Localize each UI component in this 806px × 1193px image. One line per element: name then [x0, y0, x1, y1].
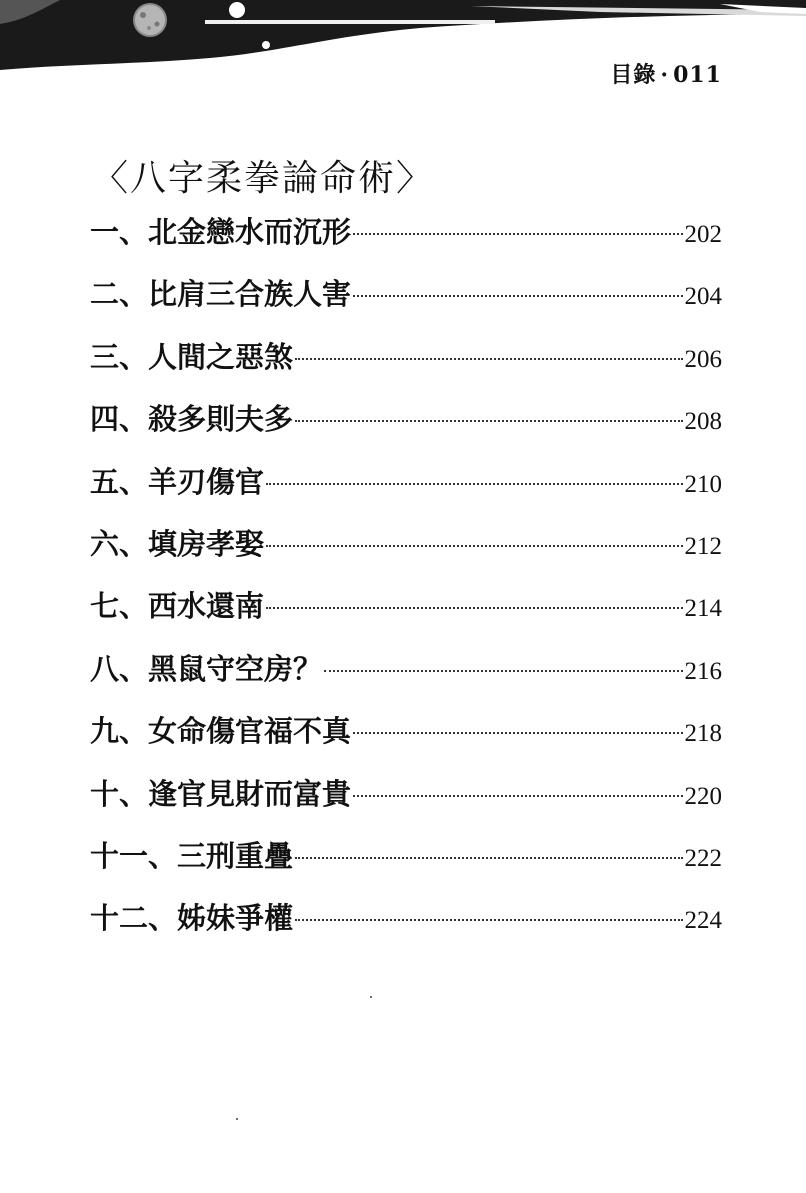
- toc-entry[interactable]: [90, 460, 722, 522]
- toc-entry[interactable]: [90, 335, 722, 397]
- toc-entry[interactable]: [90, 896, 722, 958]
- table-of-contents: [90, 210, 722, 959]
- toc-entry-title: 六、填房孝娶: [90, 526, 265, 561]
- toc-entry-title: 七、西水還南: [90, 589, 265, 624]
- toc-entry[interactable]: [90, 834, 722, 896]
- toc-entry-title: 二、比肩三合族人害: [90, 277, 352, 312]
- dot-leader: [295, 857, 682, 859]
- toc-entry-page: 224: [684, 907, 722, 935]
- dot-leader: [295, 420, 682, 422]
- toc-entry-title: 四、殺多則夫多: [90, 402, 294, 437]
- dot-leader: [266, 607, 682, 609]
- scan-speck: [236, 1118, 238, 1120]
- toc-entry-page: 204: [684, 283, 722, 311]
- toc-entry-page: 206: [684, 345, 722, 373]
- scan-speck: [370, 996, 372, 998]
- toc-entry[interactable]: [90, 584, 722, 646]
- toc-entry-title: 十二、姊妹爭權: [90, 901, 294, 936]
- toc-entry[interactable]: [90, 210, 722, 272]
- dot-leader: [266, 483, 682, 485]
- toc-entry-page: 210: [684, 470, 722, 498]
- dot-leader: [353, 795, 682, 797]
- toc-entry[interactable]: [90, 522, 722, 584]
- toc-entry[interactable]: [90, 272, 722, 334]
- toc-entry-page: 216: [684, 657, 722, 685]
- header-separator: ·: [660, 62, 670, 88]
- chapter-label: 目錄: [610, 62, 657, 88]
- dot-leader: [353, 732, 682, 734]
- toc-entry-page: 220: [684, 782, 722, 810]
- dot-leader: [324, 670, 682, 672]
- toc-entry-page: 212: [684, 532, 722, 560]
- toc-entry-page: 218: [684, 720, 722, 748]
- dot-leader: [295, 358, 682, 360]
- toc-entry-page: 208: [684, 408, 722, 436]
- dot-leader: [295, 919, 682, 921]
- toc-entry-title: 十、逢官見財而富貴: [90, 776, 352, 811]
- toc-entry-page: 202: [684, 221, 722, 248]
- toc-entry-page: 222: [684, 844, 722, 872]
- page-header: [610, 58, 722, 89]
- toc-entry-title: 五、羊刃傷官: [90, 464, 265, 499]
- page-number: 011: [673, 62, 722, 88]
- toc-entry-page: 214: [684, 595, 722, 623]
- toc-entry[interactable]: [90, 709, 722, 771]
- dot-leader: [353, 233, 682, 235]
- toc-entry[interactable]: [90, 647, 722, 709]
- dot-leader: [353, 295, 682, 297]
- toc-entry[interactable]: [90, 772, 722, 834]
- toc-entry-title: 三、人間之惡煞: [90, 339, 294, 374]
- dot-leader: [266, 545, 682, 547]
- toc-entry[interactable]: [90, 397, 722, 459]
- toc-entry-title: 十一、三刑重疊: [90, 838, 294, 873]
- toc-entry-title: 八、黑鼠守空房？: [90, 651, 323, 686]
- toc-entry-title: 一、北金戀水而沉形: [90, 215, 352, 249]
- section-title: 〈八字柔拳論命術〉: [92, 158, 435, 199]
- toc-entry-title: 九、女命傷官福不真: [90, 714, 352, 749]
